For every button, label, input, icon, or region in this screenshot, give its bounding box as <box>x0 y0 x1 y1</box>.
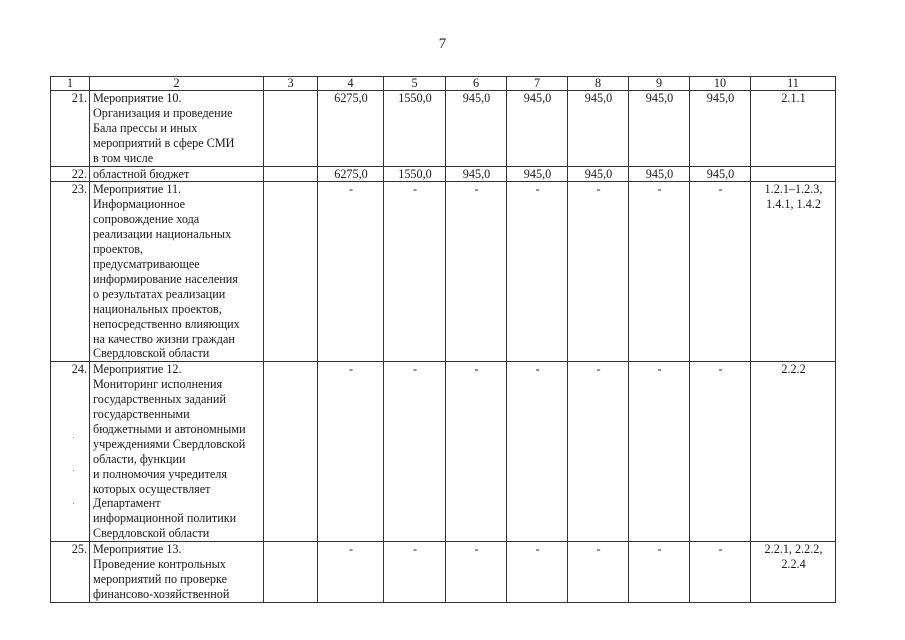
column-number: 8 <box>568 77 629 91</box>
row-number: 21. <box>51 91 90 167</box>
column-number: 9 <box>629 77 690 91</box>
value-cell: - <box>446 542 507 603</box>
empty-cell <box>264 91 318 167</box>
value-cell: - <box>629 362 690 542</box>
row-number: 24. <box>51 362 90 542</box>
value-cell: 1550,0 <box>384 91 446 167</box>
value-cell: - <box>568 182 629 362</box>
table-row <box>51 91 836 167</box>
value-cell: - <box>384 182 446 362</box>
value-cell: - <box>507 542 568 603</box>
value-cell: - <box>384 362 446 542</box>
scan-speck <box>73 470 74 471</box>
value-cell: 945,0 <box>629 91 690 167</box>
value-cell: - <box>568 542 629 603</box>
value-cell: 945,0 <box>446 91 507 167</box>
value-cell: - <box>446 362 507 542</box>
table-row <box>51 362 836 542</box>
empty-cell <box>264 166 318 182</box>
value-cell: - <box>318 362 384 542</box>
column-number: 1 <box>51 77 90 91</box>
value-cell: - <box>318 182 384 362</box>
activities-table <box>50 76 836 603</box>
scan-speck <box>73 437 74 438</box>
value-cell: - <box>507 362 568 542</box>
value-cell: - <box>690 542 751 603</box>
column-number: 10 <box>690 77 751 91</box>
activity-name: Мероприятие 11. Информационное сопровождение хода реализации национальных проектов, предусматривающее информирование населения о результатах реализации национальных проектов, непосредственно влияющих на качество жизни граждан Свердловской области <box>90 182 264 362</box>
row-number: 22. <box>51 166 90 182</box>
value-cell: 945,0 <box>507 166 568 182</box>
value-cell: - <box>507 182 568 362</box>
target-indicator: 1.2.1–1.2.3, 1.4.1, 1.4.2 <box>751 182 836 362</box>
target-indicator: 2.2.2 <box>751 362 836 542</box>
table-row <box>51 182 836 362</box>
column-number: 6 <box>446 77 507 91</box>
page-number: 7 <box>438 36 447 52</box>
table-row <box>51 166 836 182</box>
value-cell: - <box>568 362 629 542</box>
value-cell: 945,0 <box>446 166 507 182</box>
target-indicator: 2.1.1 <box>751 91 836 167</box>
value-cell: - <box>629 542 690 603</box>
value-cell: - <box>318 542 384 603</box>
activity-name: областной бюджет <box>90 166 264 182</box>
target-indicator: 2.2.1, 2.2.2, 2.2.4 <box>751 542 836 603</box>
value-cell: 945,0 <box>568 166 629 182</box>
target-indicator <box>751 166 836 182</box>
row-number: 25. <box>51 542 90 603</box>
column-number: 3 <box>264 77 318 91</box>
column-number: 2 <box>90 77 264 91</box>
row-number: 23. <box>51 182 90 362</box>
value-cell: 1550,0 <box>384 166 446 182</box>
column-number: 5 <box>384 77 446 91</box>
value-cell: 6275,0 <box>318 91 384 167</box>
column-number-row <box>51 77 836 91</box>
column-number: 4 <box>318 77 384 91</box>
value-cell: 945,0 <box>629 166 690 182</box>
empty-cell <box>264 182 318 362</box>
value-cell: - <box>384 542 446 603</box>
value-cell: 945,0 <box>690 91 751 167</box>
value-cell: - <box>629 182 690 362</box>
value-cell: 945,0 <box>690 166 751 182</box>
activity-name: Мероприятие 12. Мониторинг исполнения государственных заданий государственными бюджетными и автономными учреждениями Свердловской области, функции и полномочия учредителя которых осуществляет Департамент информационной политики Свердловской области <box>90 362 264 542</box>
value-cell: 945,0 <box>568 91 629 167</box>
value-cell: - <box>690 182 751 362</box>
value-cell: 6275,0 <box>318 166 384 182</box>
column-number: 11 <box>751 77 836 91</box>
scan-speck <box>73 503 74 504</box>
activity-name: Мероприятие 13. Проведение контрольных мероприятий по проверке финансово-хозяйственной <box>90 542 264 603</box>
value-cell: - <box>690 362 751 542</box>
activity-name: Мероприятие 10. Организация и проведение Бала прессы и иных мероприятий в сфере СМИ в том числе <box>90 91 264 167</box>
empty-cell <box>264 542 318 603</box>
column-number: 7 <box>507 77 568 91</box>
empty-cell <box>264 362 318 542</box>
value-cell: 945,0 <box>507 91 568 167</box>
value-cell: - <box>446 182 507 362</box>
table-row <box>51 542 836 603</box>
